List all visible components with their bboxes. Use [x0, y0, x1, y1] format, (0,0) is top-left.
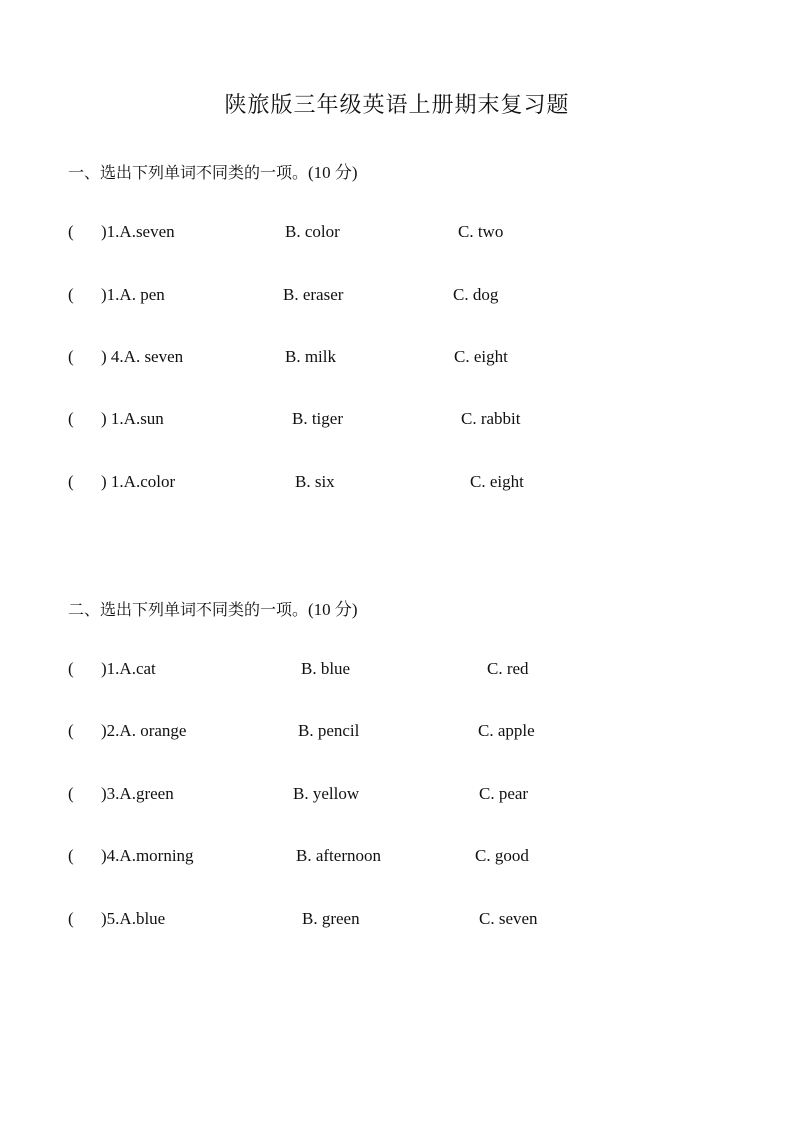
answer-blank[interactable]: ( [68, 222, 74, 241]
answer-blank[interactable]: ( [68, 721, 74, 740]
section-1-question-4 [0, 409, 794, 433]
option-a: )1.A. pen [101, 285, 165, 304]
section-2-heading-text: 二、选出下列单词不同类的一项。 [68, 600, 309, 619]
answer-blank[interactable]: ( [68, 784, 74, 803]
option-a: )1.A.cat [101, 659, 156, 678]
option-c: C. two [458, 222, 504, 241]
option-b: B. milk [285, 347, 337, 366]
option-b: B. blue [301, 659, 351, 678]
page-title: 陕旅版三年级英语上册期末复习题 [224, 93, 570, 118]
section-2-question-5 [0, 909, 794, 933]
option-c: C. rabbit [461, 409, 521, 428]
option-c: C. seven [479, 909, 538, 928]
answer-blank[interactable]: ( [68, 472, 74, 491]
option-b: B. tiger [292, 409, 343, 428]
section-1-question-1 [0, 222, 794, 246]
option-a: )2.A. orange [101, 721, 187, 740]
section-1-question-2 [0, 285, 794, 309]
section-2-score: (10 分) [308, 600, 358, 619]
option-a: )5.A.blue [101, 909, 166, 928]
option-a: )1.A.seven [101, 222, 175, 241]
section-2-heading [68, 595, 358, 620]
option-a: ) 4.A. seven [101, 347, 184, 366]
option-b: B. afternoon [296, 846, 381, 865]
answer-blank[interactable]: ( [68, 347, 74, 366]
option-b: B. pencil [298, 721, 360, 740]
section-1-heading [68, 158, 358, 183]
answer-blank[interactable]: ( [68, 659, 74, 678]
section-1-heading-text: 一、选出下列单词不同类的一项。 [68, 163, 309, 182]
option-b: B. six [295, 472, 335, 491]
option-c: C. eight [470, 472, 524, 491]
option-c: C. red [487, 659, 529, 678]
option-b: B. yellow [293, 784, 360, 803]
option-c: C. apple [478, 721, 535, 740]
option-a: )3.A.green [101, 784, 174, 803]
option-a: ) 1.A.color [101, 472, 176, 491]
section-1-question-5 [0, 472, 794, 496]
option-b: B. eraser [283, 285, 344, 304]
answer-blank[interactable]: ( [68, 846, 74, 865]
section-2-question-2 [0, 721, 794, 745]
option-c: C. dog [453, 285, 499, 304]
option-b: B. color [285, 222, 340, 241]
answer-blank[interactable]: ( [68, 409, 74, 428]
option-b: B. green [302, 909, 360, 928]
option-c: C. eight [454, 347, 508, 366]
option-c: C. good [475, 846, 529, 865]
option-c: C. pear [479, 784, 529, 803]
option-a: ) 1.A.sun [101, 409, 164, 428]
answer-blank[interactable]: ( [68, 285, 74, 304]
section-2-question-1 [0, 659, 794, 683]
section-1-score: (10 分) [308, 163, 358, 182]
section-1-question-3 [0, 347, 794, 371]
section-2-question-3 [0, 784, 794, 808]
section-2-question-4 [0, 846, 794, 870]
option-a: )4.A.morning [101, 846, 194, 865]
answer-blank[interactable]: ( [68, 909, 74, 928]
